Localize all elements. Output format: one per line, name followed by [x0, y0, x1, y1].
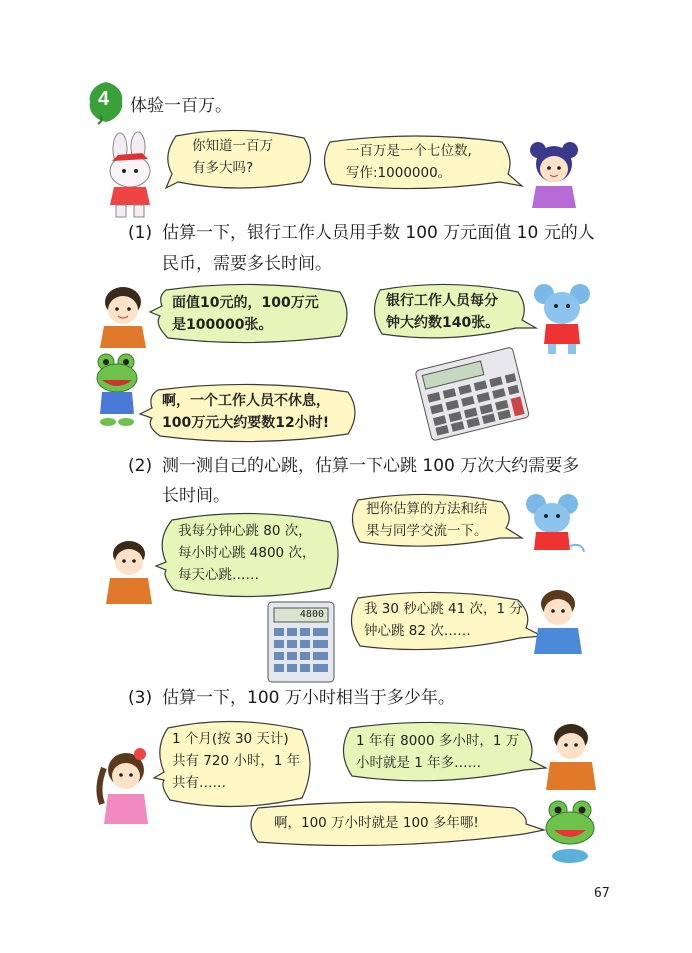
calculator-illustration-2 [266, 600, 336, 684]
boy2-speech-bubble [344, 592, 532, 652]
boy-illustration-2 [104, 538, 154, 604]
mouse-speech-bubble [368, 284, 528, 342]
frog-illustration-2 [542, 800, 598, 864]
section-leaf-badge [86, 80, 126, 124]
bubble-line: 啊，一个工作人员不休息， [162, 393, 330, 409]
bubble-line: 啊，100 万小时就是 100 多年哪! [274, 815, 479, 831]
question-number: (3) [128, 688, 153, 708]
bubble-line: 每天心跳…… [178, 567, 259, 583]
bubble-line: 我每分钟心跳 80 次， [178, 523, 312, 539]
bubble-line: 小时就是 1 年多…… [356, 755, 482, 771]
rabbit-speech-bubble [162, 130, 314, 190]
bubble-line: 钟大约数140张。 [386, 315, 500, 331]
boy2-illustration [530, 588, 586, 654]
bubble-line: 有多大吗? [192, 160, 254, 176]
question-text-line: 估算一下，100 万小时相当于多少年。 [162, 688, 455, 708]
bubble-line: 写作:1000000。 [346, 165, 452, 181]
girl-illustration-2 [94, 748, 156, 828]
calculator-illustration [416, 350, 528, 436]
bubble-line: 每小时心跳 4800 次， [178, 545, 316, 561]
girl-speech-bubble-2 [154, 720, 314, 808]
bubble-line: 共有 720 小时，1 年 [172, 753, 301, 769]
frog-speech-bubble [140, 384, 362, 442]
page-number: 67 [594, 886, 610, 901]
bubble-line: 你知道一百万 [192, 138, 273, 154]
bubble-line: 钟心跳 82 次…… [364, 623, 471, 639]
bubble-line: 共有…… [172, 775, 226, 791]
bubble-line: 一百万是一个七位数, [346, 143, 472, 159]
rabbit-illustration [98, 133, 168, 221]
bubble-line: 把你估算的方法和结 [366, 501, 488, 517]
bubble-line: 1 个月(按 30 天计) [172, 731, 289, 747]
section-number: 4 [98, 88, 110, 110]
bubble-line: 银行工作人员每分 [386, 293, 498, 309]
mouse-speech-bubble-2 [346, 494, 514, 548]
bubble-line: 1 年有 8000 多小时，1 万 [356, 733, 520, 749]
girl-speech-bubble [318, 134, 514, 192]
section-title: 体验一百万。 [130, 96, 232, 116]
mouse-illustration-2 [522, 492, 586, 558]
boy-speech-bubble [150, 284, 352, 344]
question-text-line: 长时间。 [162, 486, 230, 506]
bubble-line: 是100000张。 [172, 317, 273, 333]
question-text-line: 估算一下，银行工作人员用手数 100 万元面值 10 元的人 [162, 223, 595, 243]
question-text-line: 民币，需要多长时间。 [162, 254, 332, 274]
boy-illustration-3 [544, 722, 598, 790]
bubble-line: 面值10元的，100万元 [172, 295, 319, 311]
bubble-line: 果与同学交流一下。 [366, 523, 488, 539]
girl-illustration [524, 136, 584, 210]
question-number: (1) [128, 223, 153, 243]
question-number: (2) [128, 456, 153, 476]
boy-speech-bubble-3 [336, 722, 536, 784]
question-text-line: 测一测自己的心跳，估算一下心跳 100 万次大约需要多 [162, 456, 580, 476]
bubble-line: 我 30 秒心跳 41 次，1 分 [364, 601, 523, 617]
boy-illustration [96, 284, 150, 348]
frog-speech-bubble-2 [244, 802, 528, 848]
frog-illustration [92, 352, 142, 428]
boy-speech-bubble-2 [156, 512, 342, 598]
mouse-illustration [532, 282, 592, 356]
calculator-display: 4800 [299, 609, 324, 620]
bubble-line: 100万元大约要数12小时! [162, 415, 330, 431]
